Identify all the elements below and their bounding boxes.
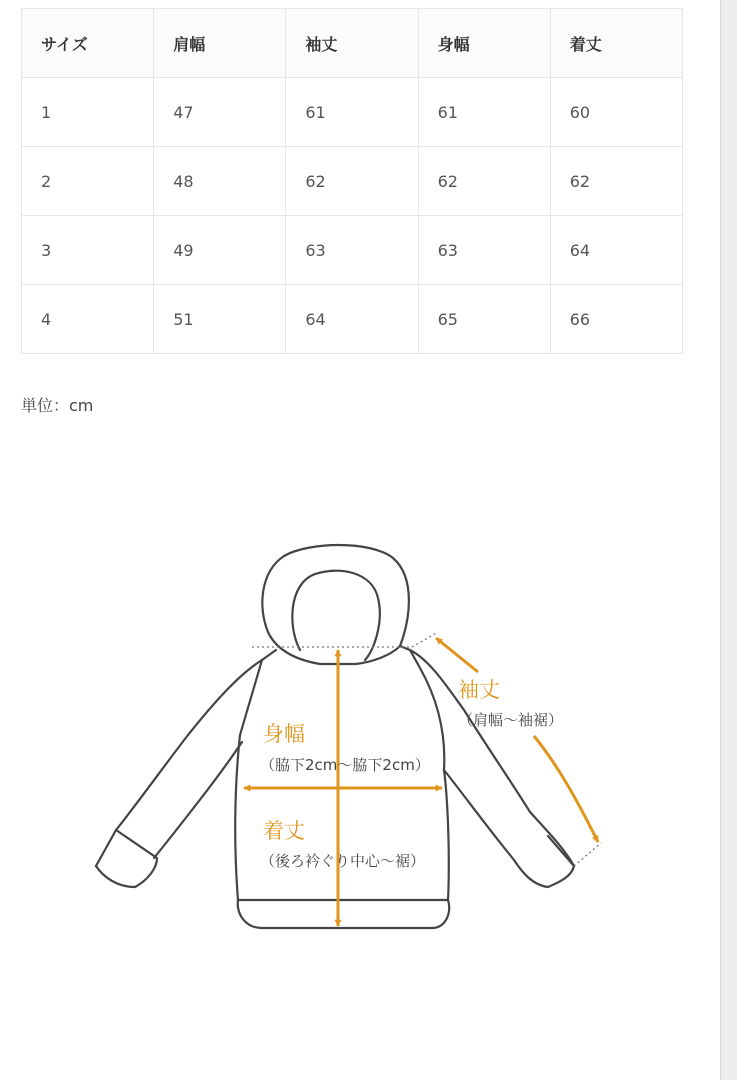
cell-body-width: 62 <box>418 147 550 216</box>
right-sleeve-inner <box>444 770 514 860</box>
cell-sleeve-length: 61 <box>286 78 418 147</box>
hoodie-outline <box>96 545 574 928</box>
width-sub-label: （脇下2cm～脇下2cm） <box>260 756 430 774</box>
header-sleeve-length: 袖丈 <box>286 9 418 78</box>
size-chart-table <box>21 8 683 354</box>
sleeve-top-guide <box>412 632 438 647</box>
header-shoulder-width: 肩幅 <box>154 9 286 78</box>
rail-divider <box>720 0 721 1080</box>
sleeve-arrow-upper <box>436 638 478 672</box>
cell-sleeve-length: 62 <box>286 147 418 216</box>
cell-body-width: 63 <box>418 216 550 285</box>
cell-shoulder-width: 47 <box>154 78 286 147</box>
table-row <box>22 216 683 285</box>
cell-total-length: 62 <box>550 147 682 216</box>
table-row <box>22 285 683 354</box>
cell-size: 1 <box>22 78 154 147</box>
hood-outer-shape <box>262 545 409 664</box>
cell-total-length: 66 <box>550 285 682 354</box>
right-cuff <box>514 836 574 887</box>
cell-total-length: 60 <box>550 78 682 147</box>
cell-size: 3 <box>22 216 154 285</box>
cell-body-width: 65 <box>418 285 550 354</box>
sleeve-bottom-guide <box>574 843 601 866</box>
measurement-arrows <box>244 638 598 926</box>
cell-shoulder-width: 51 <box>154 285 286 354</box>
diagram-labels <box>260 678 563 870</box>
width-label: 身幅 <box>263 722 305 746</box>
cell-sleeve-length: 64 <box>286 285 418 354</box>
cell-shoulder-width: 49 <box>154 216 286 285</box>
cell-sleeve-length: 63 <box>286 216 418 285</box>
hood-inner-opening <box>292 571 380 660</box>
table-row <box>22 78 683 147</box>
body-left-side <box>235 660 262 900</box>
left-sleeve-inner <box>154 742 242 858</box>
table-row <box>22 147 683 216</box>
length-label: 着丈 <box>263 819 305 843</box>
page-scroll-rail <box>720 0 737 1080</box>
cell-size: 2 <box>22 147 154 216</box>
body-hem <box>238 900 450 928</box>
header-body-width: 身幅 <box>418 9 550 78</box>
table-header-row <box>22 9 683 78</box>
length-sub-label: （後ろ衿ぐり中心～裾） <box>260 852 426 870</box>
header-total-length: 着丈 <box>550 9 682 78</box>
sleeve-label: 袖丈 <box>458 678 500 702</box>
unit-note: 単位：cm <box>21 396 94 415</box>
hoodie-measurement-diagram <box>0 520 720 950</box>
sleeve-sub-label: （肩幅～袖裾） <box>458 711 564 729</box>
cell-size: 4 <box>22 285 154 354</box>
cell-shoulder-width: 48 <box>154 147 286 216</box>
cell-total-length: 64 <box>550 216 682 285</box>
cell-body-width: 61 <box>418 78 550 147</box>
left-shoulder-line <box>262 650 276 660</box>
left-cuff <box>96 830 157 887</box>
header-size: サイズ <box>22 9 154 78</box>
